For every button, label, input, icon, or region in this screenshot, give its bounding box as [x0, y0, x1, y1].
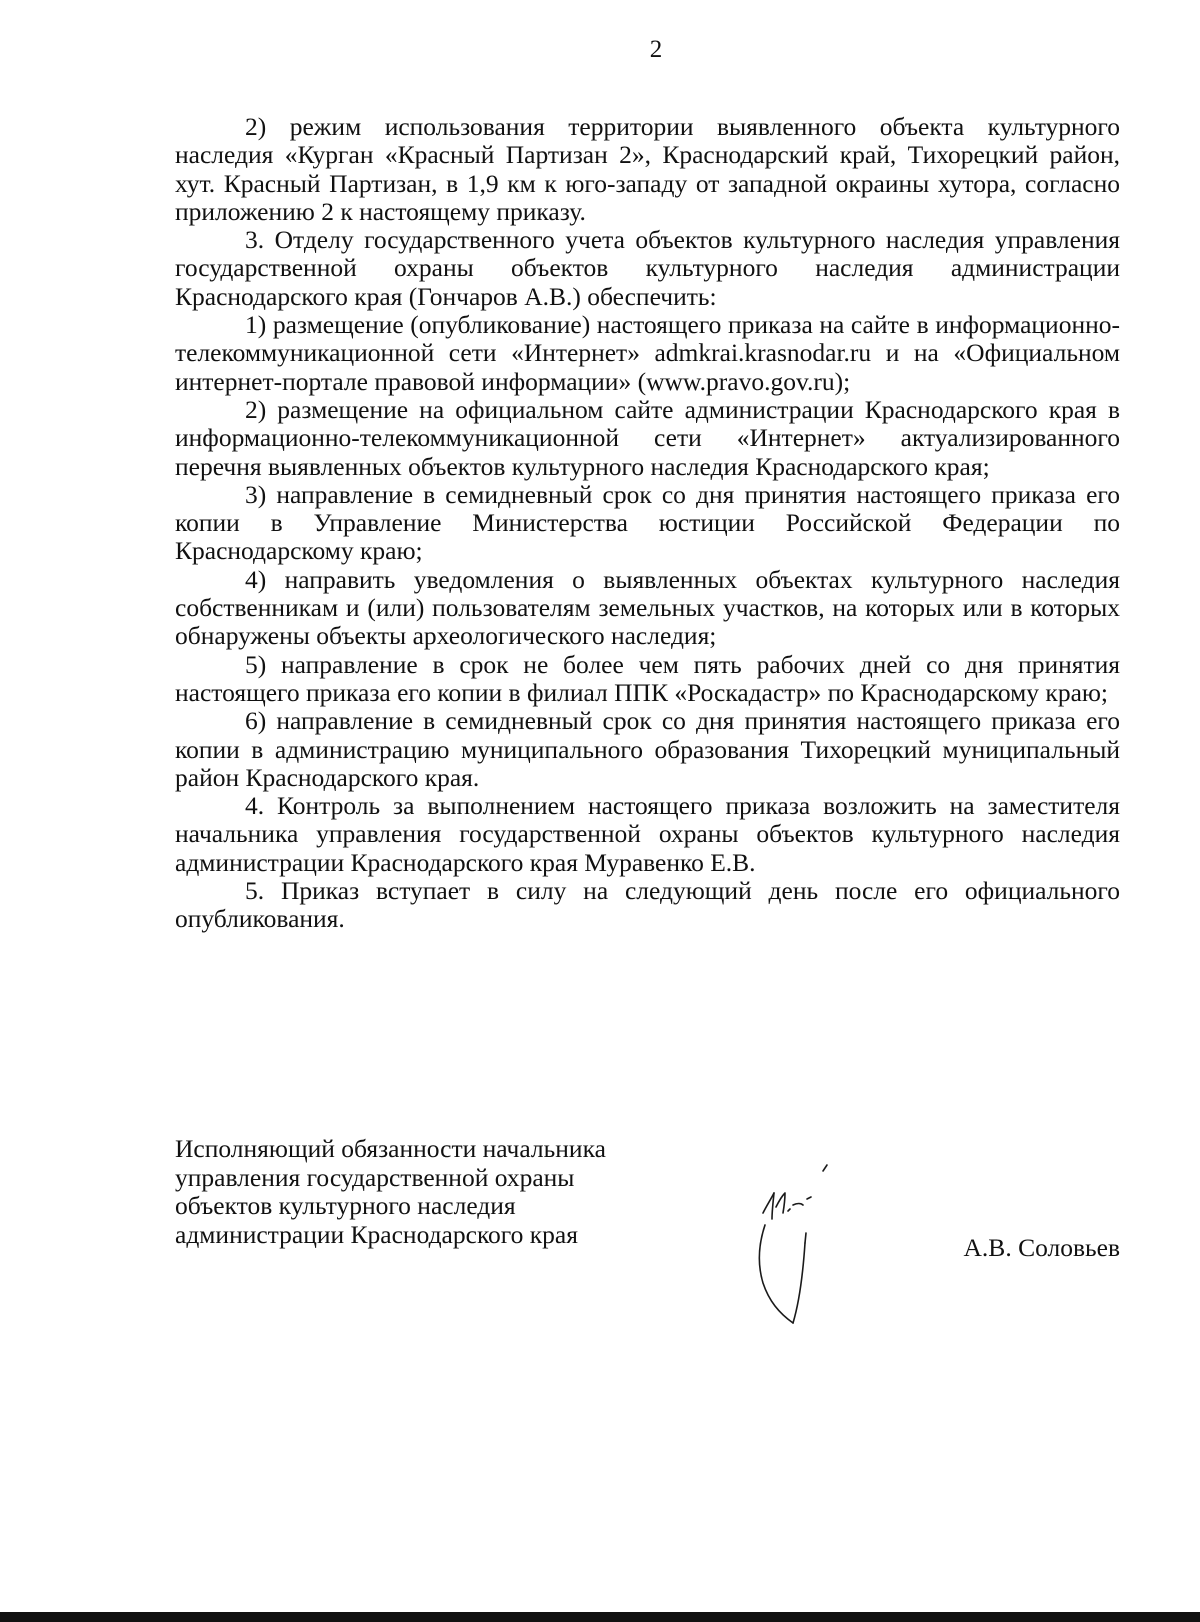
paragraph-subitem-6-municipal-administration: 6) направление в семидневный срок со дня принятия настоящего приказа его копии в администрацию муниципального образования Тихорецкий муниципальный район Краснодарского края.: [175, 706, 1120, 792]
signer-name: А.В. Соловьев: [963, 1233, 1120, 1262]
signer-title-line: объектов культурного наследия: [175, 1191, 516, 1220]
scan-bottom-edge: [0, 1612, 1200, 1622]
signer-title-line: администрации Краснодарского края: [175, 1219, 578, 1249]
paragraph-subitem-1-publication: 1) размещение (опубликование) настоящего приказа на сайте в информационно-телекоммуникационной сети «Интернет» admkrai.krasnodar.ru и на «Официальном интернет-портале правовой информации» (www.pravo.gov.ru);: [175, 310, 1120, 396]
page-number: 2: [649, 36, 663, 63]
signer-title-line: Исполняющий обязанности начальника: [175, 1134, 606, 1163]
paragraph-item-2-land-use-regime: 2) режим использования территории выявленного объекта культурного наследия «Курган «Красный Партизан 2», Краснодарский край, Тихорецкий район, хут. Красный Партизан, в 1,9 км к юго-западу от западной окраины хутора, согласно приложению 2 к настоящему приказу.: [175, 112, 1120, 226]
paragraph-subitem-2-website-list: 2) размещение на официальном сайте администрации Краснодарского края в информационно-телекоммуникационной сети «Интернет» актуализированного перечня выявленных объектов культурного наследия Краснодарского края;: [175, 394, 1120, 481]
document-body: [175, 113, 1120, 934]
paragraph-subitem-4-owner-notices: 4) направить уведомления о выявленных объектах культурного наследия собственникам и (или) пользователям земельных участков, на которых или в которых обнаружены объекты археологического наследия;: [175, 564, 1120, 651]
paragraph-subitem-5-roskadastr: 5) направление в срок не более чем пять рабочих дней со дня принятия настоящего приказа его копии в филиал ППК «Роскадастр» по Краснодарскому краю;: [175, 649, 1120, 707]
handwritten-signature: [755, 1163, 845, 1331]
paragraph-item-5-entry-into-force: 5. Приказ вступает в силу на следующий день после его официального опубликования.: [175, 876, 1120, 934]
paragraph-subitem-3-ministry-of-justice: 3) направление в семидневный срок со дня принятия настоящего приказа его копии в Управление Министерства юстиции Российской Федерации по Краснодарскому краю;: [175, 479, 1120, 566]
signer-title: [175, 1135, 606, 1249]
signature-block: [175, 1135, 1120, 1335]
paragraph-item-4-control: 4. Контроль за выполнением настоящего приказа возложить на заместителя начальника управления государственной охраны объектов культурного наследия администрации Краснодарского края Муравенко Е.В.: [175, 791, 1120, 877]
signer-title-line: управления государственной охраны: [175, 1162, 575, 1192]
paragraph-item-3-department-duties: 3. Отделу государственного учета объектов культурного наследия управления государственной охраны объектов культурного наследия администрации Краснодарского края (Гончаров А.В.) обеспечить:: [175, 225, 1120, 311]
